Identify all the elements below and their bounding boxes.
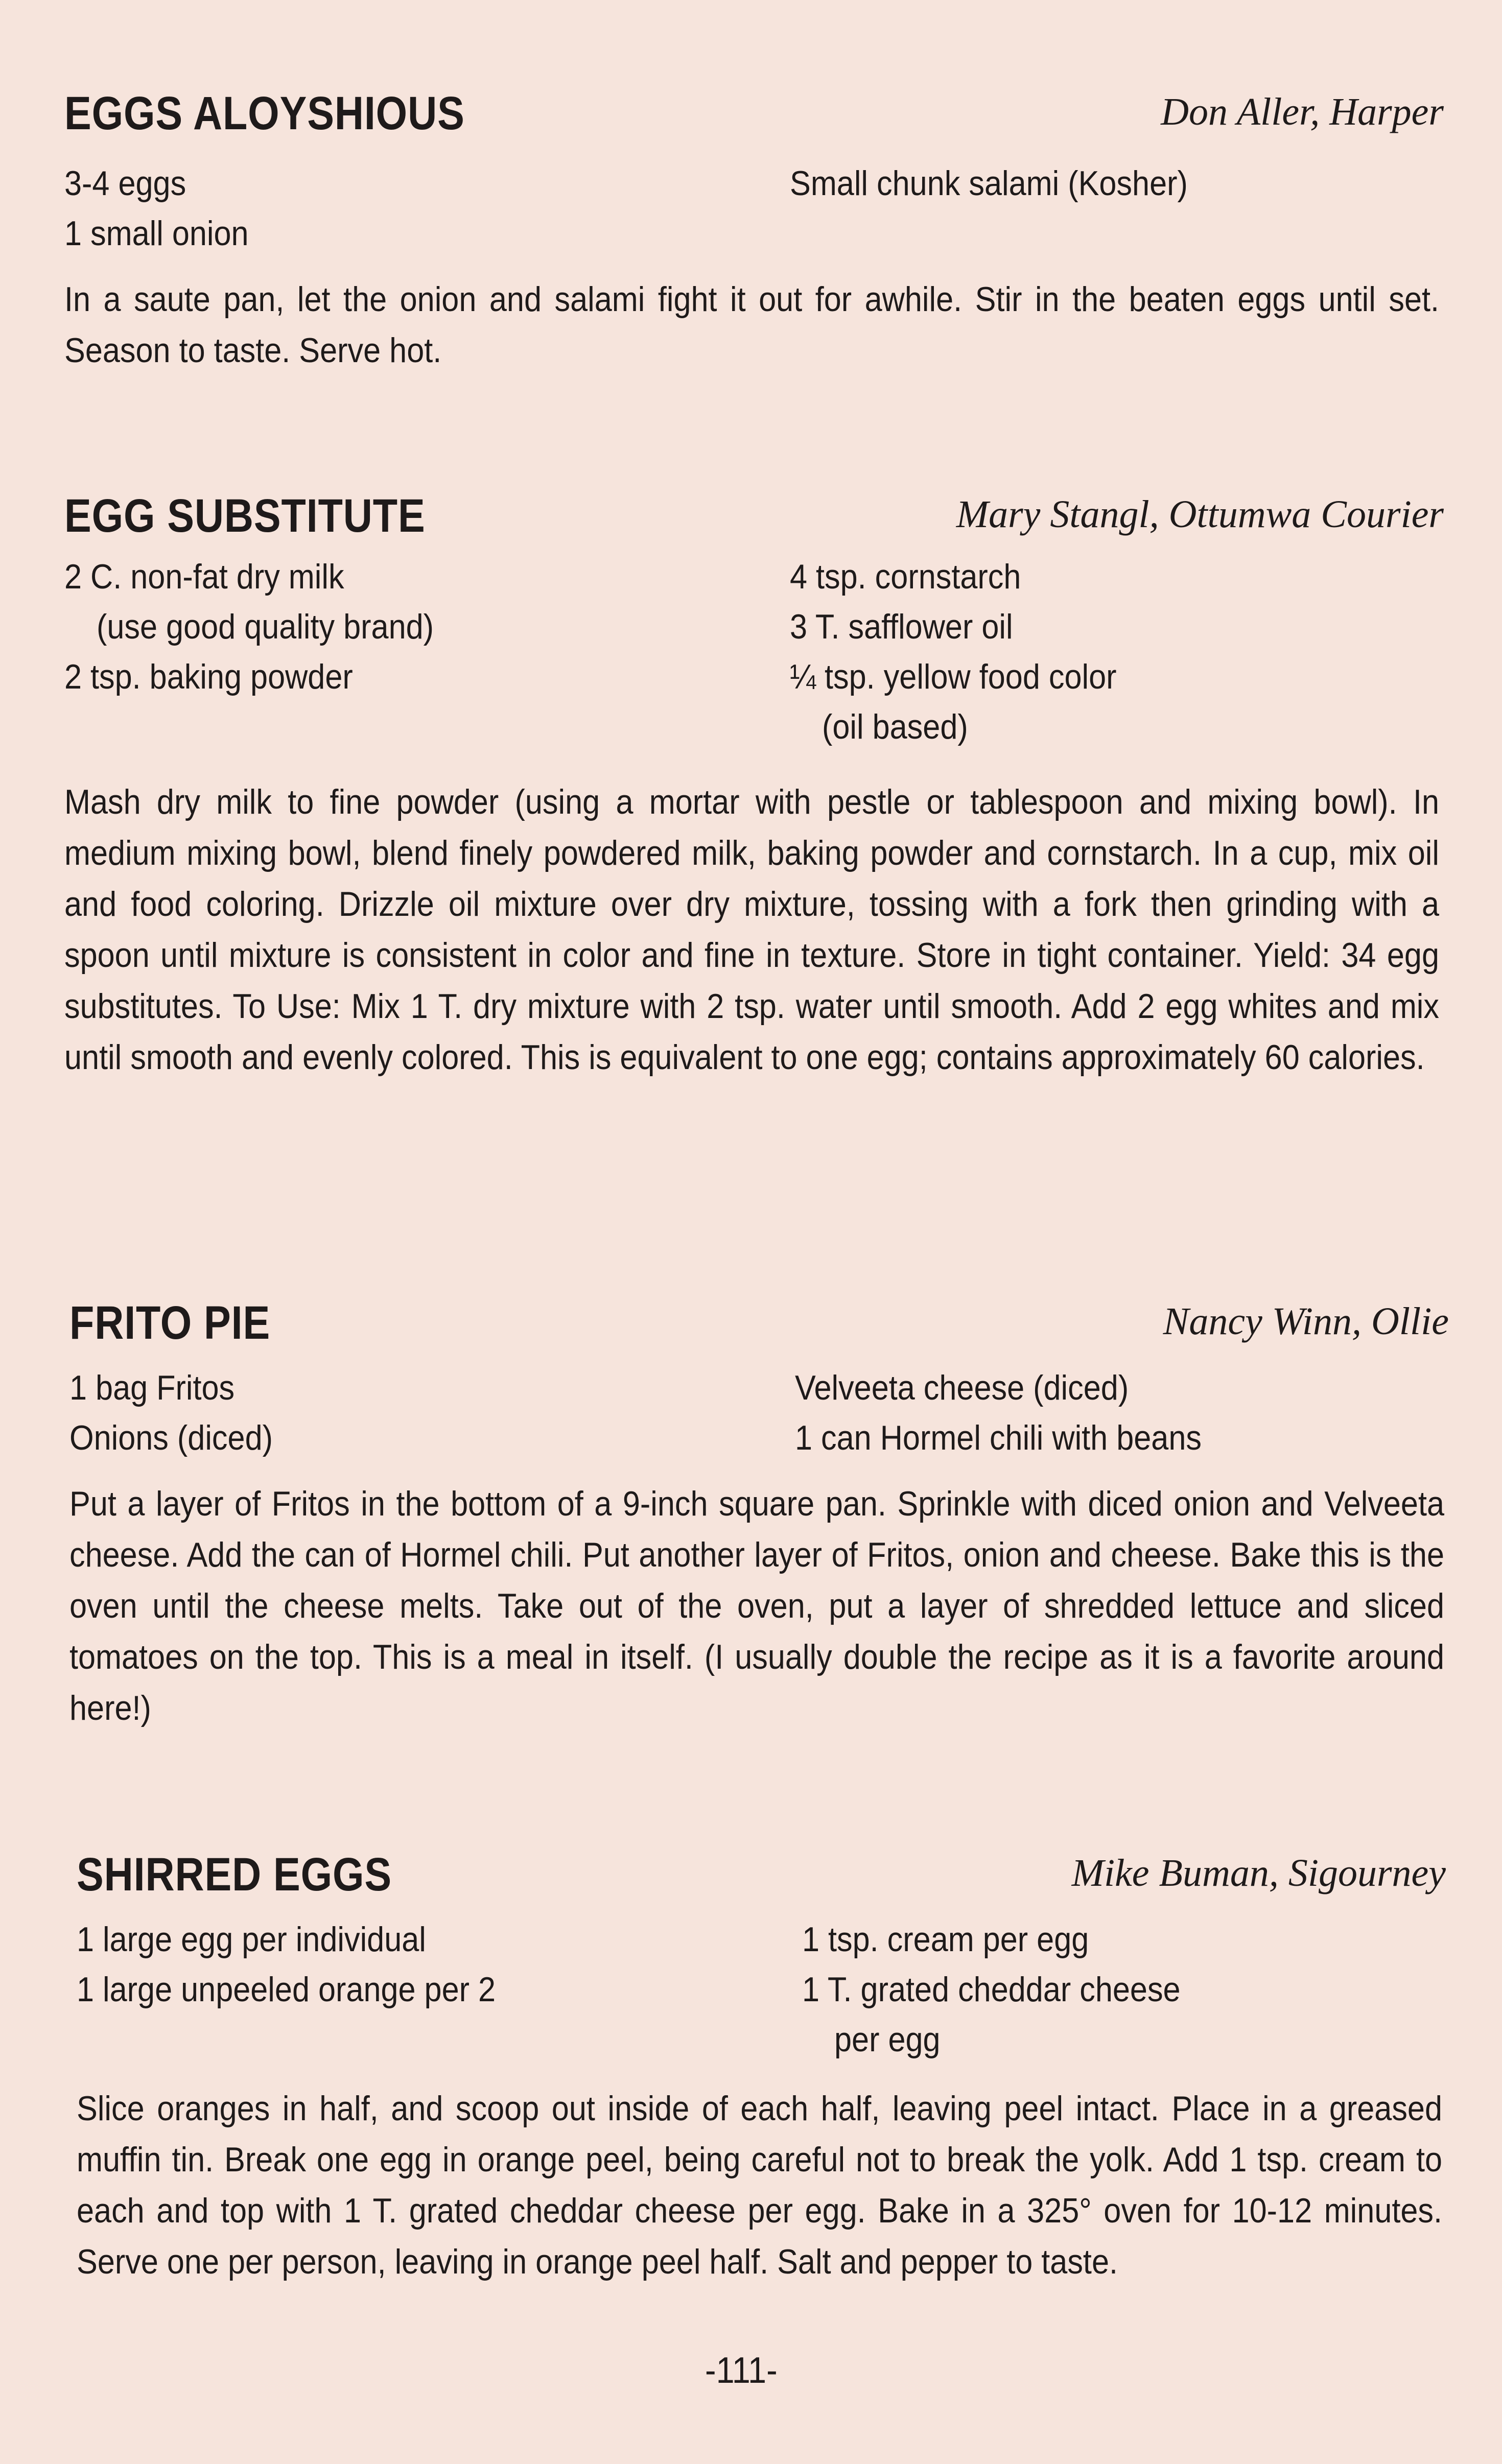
ingredient-list — [77, 1914, 1446, 2065]
ingredient: 4 tsp. cornstarch — [790, 557, 1021, 596]
recipe-header — [64, 87, 1444, 148]
ingredient: 1 large egg per individual — [77, 1920, 426, 1959]
ingredient-list — [64, 158, 1444, 258]
recipe-header — [69, 1296, 1449, 1358]
ingredient: 3-4 eggs — [64, 164, 186, 203]
ingredient-column-left — [77, 1914, 730, 2065]
recipe-directions: Slice oranges in half, and scoop out inside of each half, leaving peel intact. Place in a greased muffin tin. Break one egg in orange peel, being careful not to break the yolk. Add 1 tsp. cream to each and top with 1 T. grated cheddar cheese per egg. Bake in a 325° oven for 10-12 minutes. Serve one per person, leaving in orange peel half. Salt and pepper to taste. — [77, 2089, 1442, 2281]
recipe-author: Mike Buman, Sigourney — [1071, 1852, 1446, 1894]
recipe-shirred-eggs — [77, 1848, 1446, 2287]
ingredient: 1 small onion — [64, 214, 249, 253]
recipe-title: SHIRRED EGGS — [77, 1849, 392, 1901]
ingredient-column-left — [64, 158, 717, 258]
ingredient: 1 tsp. cream per egg — [802, 1920, 1089, 1959]
ingredient: Small chunk salami (Kosher) — [790, 164, 1188, 203]
recipe-directions: Put a layer of Fritos in the bottom of a 9-inch square pan. Sprinkle with diced onion and Velveeta cheese. Add the can of Hormel chili. Put another layer of Fritos, onion and cheese. Bake this is the oven until the cheese melts. Take out of the oven, put a layer of shredded lettuce and sliced tomatoes on the top. This is a meal in itself. (I usually double the recipe as it is a favorite around here!) — [69, 1484, 1444, 1727]
ingredient: 1 can Hormel chili with beans — [795, 1418, 1202, 1457]
recipe-author: Don Aller, Harper — [1161, 90, 1444, 133]
ingredient-list — [64, 552, 1444, 752]
ingredient-column-left — [64, 552, 717, 752]
ingredient: 1 bag Fritos — [69, 1368, 235, 1407]
recipe-frito-pie — [69, 1296, 1449, 1734]
ingredient: 1 T. grated cheddar cheese — [802, 1970, 1181, 2009]
ingredient-column-left — [69, 1363, 722, 1463]
ingredient-note: (use good quality brand) — [97, 607, 434, 646]
ingredient: Velveeta cheese (diced) — [795, 1368, 1129, 1407]
ingredient-column-right — [802, 1914, 1381, 2065]
ingredient-list — [69, 1363, 1449, 1463]
recipe-directions: Mash dry milk to fine powder (using a mortar with pestle or tablespoon and mixing bowl). In medium mixing bowl, blend finely powdered milk, baking powder and cornstarch. In a cup, mix oil and food coloring. Drizzle oil mixture over dry mixture, tossing with a fork then grinding with a spoon until mixture is consistent in color and fine in texture. Store in tight container. Yield: 34 egg substitutes. To Use: Mix 1 T. dry mixture with 2 tsp. water until smooth. Add 2 egg whites and mix until smooth and evenly colored. This is equivalent to one egg; contains approximately 60 calories. — [64, 783, 1439, 1077]
recipe-directions: In a saute pan, let the onion and salami fight it out for awhile. Stir in the beaten eggs until set. Season to taste. Serve hot. — [64, 280, 1439, 370]
ingredient-column-right — [790, 158, 1378, 258]
recipe-eggs-aloyshious — [64, 87, 1444, 376]
ingredient: 2 tsp. baking powder — [64, 657, 353, 696]
recipe-title: EGGS ALOYSHIOUS — [64, 87, 465, 139]
ingredient: Onions (diced) — [69, 1418, 273, 1457]
recipe-author: Nancy Winn, Ollie — [1163, 1300, 1449, 1343]
ingredient: ¼ tsp. yellow food color — [790, 657, 1117, 696]
recipe-title: FRITO PIE — [69, 1297, 271, 1349]
recipe-egg-substitute — [64, 489, 1444, 1083]
ingredient: 2 C. non-fat dry milk — [64, 557, 344, 596]
ingredient: 3 T. safflower oil — [790, 607, 1013, 646]
recipe-header — [77, 1848, 1446, 1909]
ingredient: 1 large unpeeled orange per 2 — [77, 1970, 496, 2009]
ingredient-note: per egg — [834, 2020, 941, 2059]
recipe-author: Mary Stangl, Ottumwa Courier — [956, 493, 1444, 536]
page-number: -111- — [705, 2350, 778, 2391]
ingredient-column-right — [795, 1363, 1383, 1463]
recipe-title: EGG SUBSTITUTE — [64, 490, 426, 542]
recipe-header — [64, 489, 1444, 551]
ingredient-note: (oil based) — [822, 707, 968, 746]
ingredient-column-right — [790, 552, 1378, 752]
